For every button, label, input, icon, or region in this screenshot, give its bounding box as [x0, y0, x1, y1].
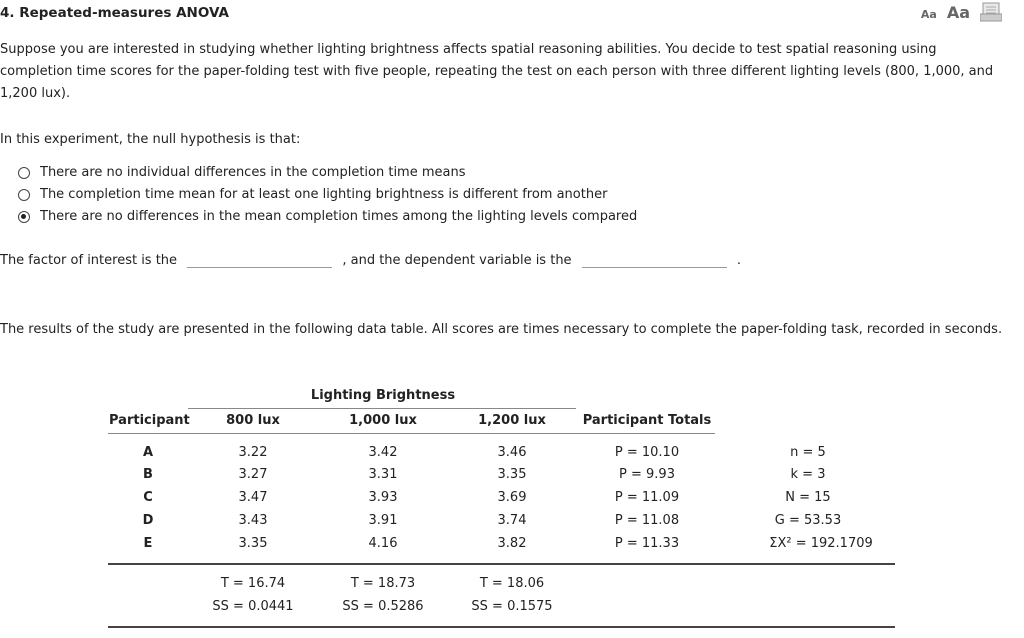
column-header: Participant [109, 413, 190, 428]
table-cell: 4.16 [368, 536, 398, 551]
summary-stat: G = 53.53 [774, 513, 842, 528]
factor-sentence [0, 253, 741, 268]
radio-option-1[interactable] [18, 167, 30, 179]
table-cell: 3.69 [497, 490, 527, 505]
factor-text-end: . [736, 253, 741, 268]
question-title: 4. Repeated-measures ANOVA [0, 5, 229, 21]
table-cell: 3.93 [368, 490, 398, 505]
column-header: 1,200 lux [478, 413, 546, 428]
null-prompt: In this experiment, the null hypothesis is that: [0, 132, 301, 147]
table-cell: 3.47 [238, 490, 268, 505]
column-header: 1,000 lux [349, 413, 417, 428]
intro-paragraph: Suppose you are interested in studying whether lighting brightness affects spatial reasoning abilities. You decide to test spatial reasoning using completion time scores for the paper-folding test with five people, repeating the test on each person with three different lighting levels (800, 1,000, and 1,200 lux). [0, 42, 994, 101]
column-total: T = 16.74 [220, 576, 286, 591]
dependent-variable-dropdown[interactable] [582, 253, 727, 268]
table-cell: 3.82 [497, 536, 527, 551]
option-label: There are no differences in the mean completion times among the lighting levels compared [40, 209, 638, 224]
option-row[interactable] [18, 209, 637, 224]
table-cell: 3.91 [368, 513, 398, 528]
participant-label: D [142, 513, 154, 528]
summary-stat: n = 5 [790, 445, 826, 460]
summary-stat: k = 3 [790, 467, 826, 482]
participant-total: P = 10.10 [614, 445, 680, 460]
table-cell: 3.22 [238, 445, 268, 460]
participant-total: P = 9.93 [619, 467, 675, 482]
header-rule [108, 433, 715, 434]
factor-text-1: The factor of interest is the [0, 253, 178, 268]
column-ss: SS = 0.1575 [471, 599, 553, 614]
column-total: T = 18.06 [479, 576, 545, 591]
group-header-rule [188, 408, 576, 409]
results-intro: The results of the study are presented in the following data table. All scores are times necessary to complete the paper-folding task, recorded in seconds. [0, 322, 1003, 337]
print-icon[interactable] [980, 2, 1002, 22]
radio-option-2[interactable] [18, 189, 30, 201]
table-cell: 3.43 [238, 513, 268, 528]
table-cell: 3.42 [368, 445, 398, 460]
participant-label: C [143, 490, 153, 505]
participant-total: P = 11.08 [614, 513, 680, 528]
participant-label: E [143, 536, 153, 551]
table-cell: 3.27 [238, 467, 268, 482]
bottom-rule [108, 626, 895, 628]
table-cell: 3.31 [368, 467, 398, 482]
column-header: Participant Totals [582, 413, 712, 428]
factor-dropdown[interactable] [187, 253, 332, 268]
table-cell: 3.46 [497, 445, 527, 460]
option-row[interactable] [18, 187, 607, 202]
totals-rule [108, 563, 895, 565]
option-label: The completion time mean for at least one lighting brightness is different from another [40, 187, 608, 202]
column-total: T = 18.73 [350, 576, 416, 591]
column-ss: SS = 0.0441 [212, 599, 294, 614]
participant-label: B [143, 467, 153, 482]
factor-text-2: , and the dependent variable is the [342, 253, 572, 268]
font-increase-button[interactable]: Aa [946, 2, 970, 22]
group-header: Lighting Brightness [310, 388, 456, 403]
summary-stat: N = 15 [785, 490, 831, 505]
table-cell: 3.35 [238, 536, 268, 551]
participant-total: P = 11.09 [614, 490, 680, 505]
participant-total: P = 11.33 [614, 536, 680, 551]
radio-option-3[interactable] [18, 211, 30, 223]
table-cell: 3.35 [497, 467, 527, 482]
summary-stat: ΣX² = 192.1709 [769, 536, 873, 551]
font-decrease-button[interactable]: Aa [920, 7, 937, 21]
option-row[interactable] [18, 165, 466, 180]
column-header: 800 lux [226, 413, 280, 428]
participant-label: A [142, 445, 154, 460]
toolbar [921, 2, 1002, 22]
option-label: There are no individual differences in the completion time means [40, 165, 466, 180]
column-ss: SS = 0.5286 [342, 599, 424, 614]
table-cell: 3.74 [497, 513, 527, 528]
